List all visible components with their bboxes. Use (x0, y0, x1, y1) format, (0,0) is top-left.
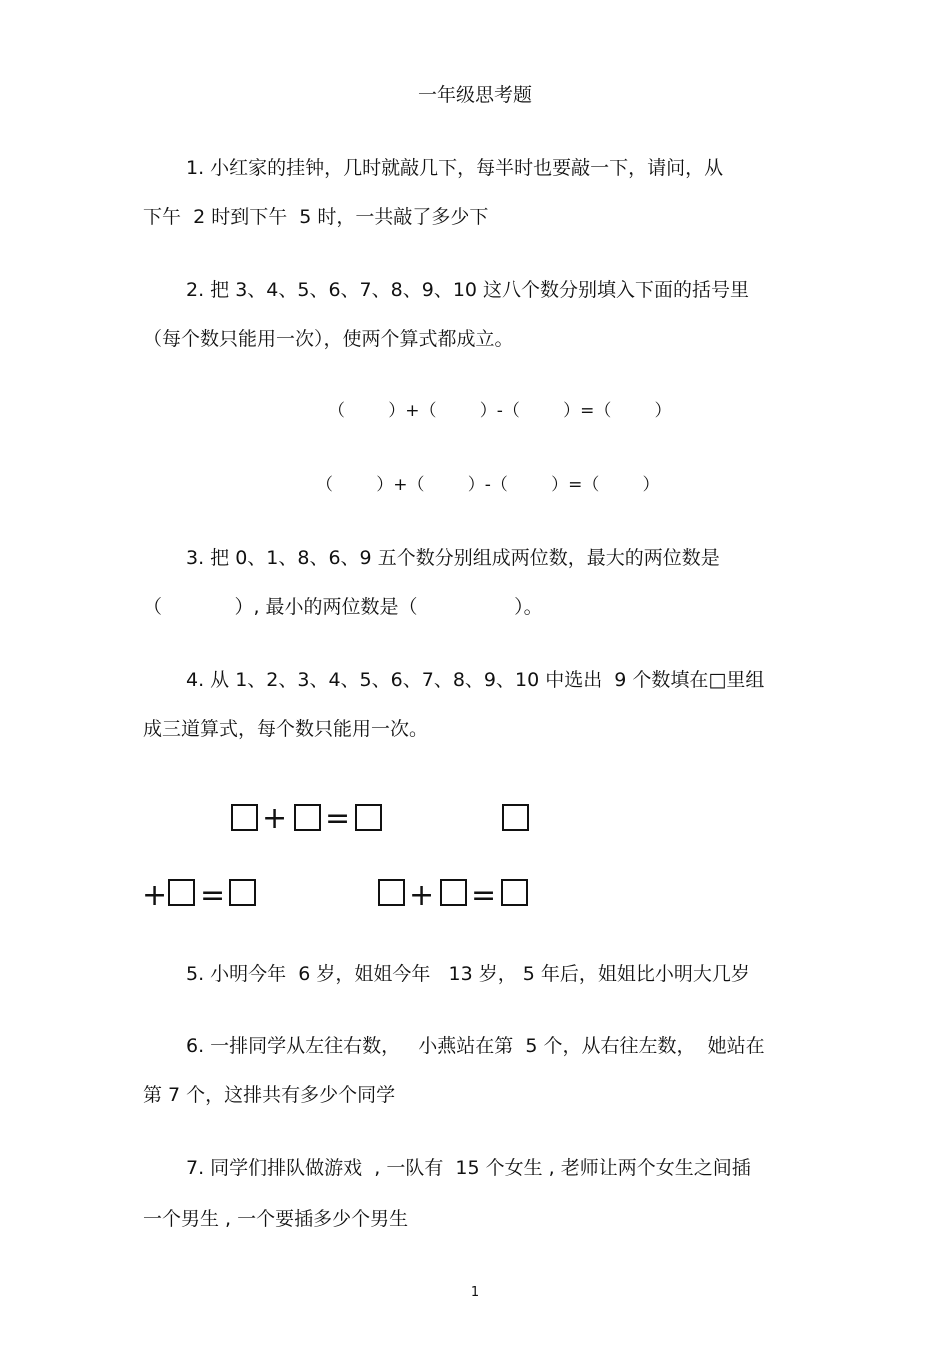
question-2-line-1: 2. 把 3、4、5、6、7、8、9、10 这八个数分别填入下面的括号里 (186, 279, 750, 301)
answer-box (168, 879, 195, 906)
answer-box (229, 879, 256, 906)
question-4-line-2: 成三道算式，每个数只能用一次。 (143, 718, 429, 740)
question-3-line-1: 3. 把 0、1、8、6、9 五个数分别组成两位数，最大的两位数是 (186, 547, 720, 569)
equals-sign: = (325, 801, 351, 836)
question-6-line-2: 第 7 个，这排共有多少个同学 (143, 1084, 396, 1106)
answer-box (502, 804, 529, 831)
question-1-line-2: 下午 2 时到下午 5 时，一共敲了多少下 (143, 206, 489, 228)
equals-sign: = (200, 878, 226, 913)
question-2-equation-2: （ ）+（ ）-（ ）=（ ） (316, 475, 660, 495)
plus-sign: + (409, 878, 435, 913)
answer-box (501, 879, 528, 906)
answer-box (440, 879, 467, 906)
question-3-line-2: （ ）, 最小的两位数是（ ）。 (143, 596, 543, 618)
question-4-line-1: 4. 从 1、2、3、4、5、6、7、8、9、10 中选出 9 个数填在□里组 (186, 669, 765, 691)
page-number: 1 (470, 1285, 480, 1300)
question-5-line-1: 5. 小明今年 6 岁，姐姐今年 13 岁， 5 年后，姐姐比小明大几岁 (186, 963, 750, 985)
plus-sign: + (142, 878, 168, 913)
answer-box (294, 804, 321, 831)
plus-sign: + (262, 801, 288, 836)
question-1-line-1: 1. 小红家的挂钟，几时就敲几下，每半时也要敲一下，请问，从 (186, 157, 724, 179)
question-7-line-1: 7. 同学们排队做游戏 , 一队有 15 个女生 , 老师让两个女生之间插 (186, 1157, 751, 1179)
equals-sign: = (471, 878, 497, 913)
answer-box (231, 804, 258, 831)
question-6-line-1: 6. 一排同学从左往右数， 小燕站在第 5 个，从右往左数， 她站在 (186, 1035, 765, 1057)
answer-box (355, 804, 382, 831)
answer-box (378, 879, 405, 906)
question-2-line-2: （每个数只能用一次），使两个算式都成立。 (143, 328, 514, 350)
question-7-line-2: 一个男生 , 一个要插多少个男生 (143, 1208, 409, 1230)
page-title: 一年级思考题 (417, 84, 532, 106)
question-2-equation-1: （ ）+（ ）-（ ）=（ ） (328, 401, 672, 421)
